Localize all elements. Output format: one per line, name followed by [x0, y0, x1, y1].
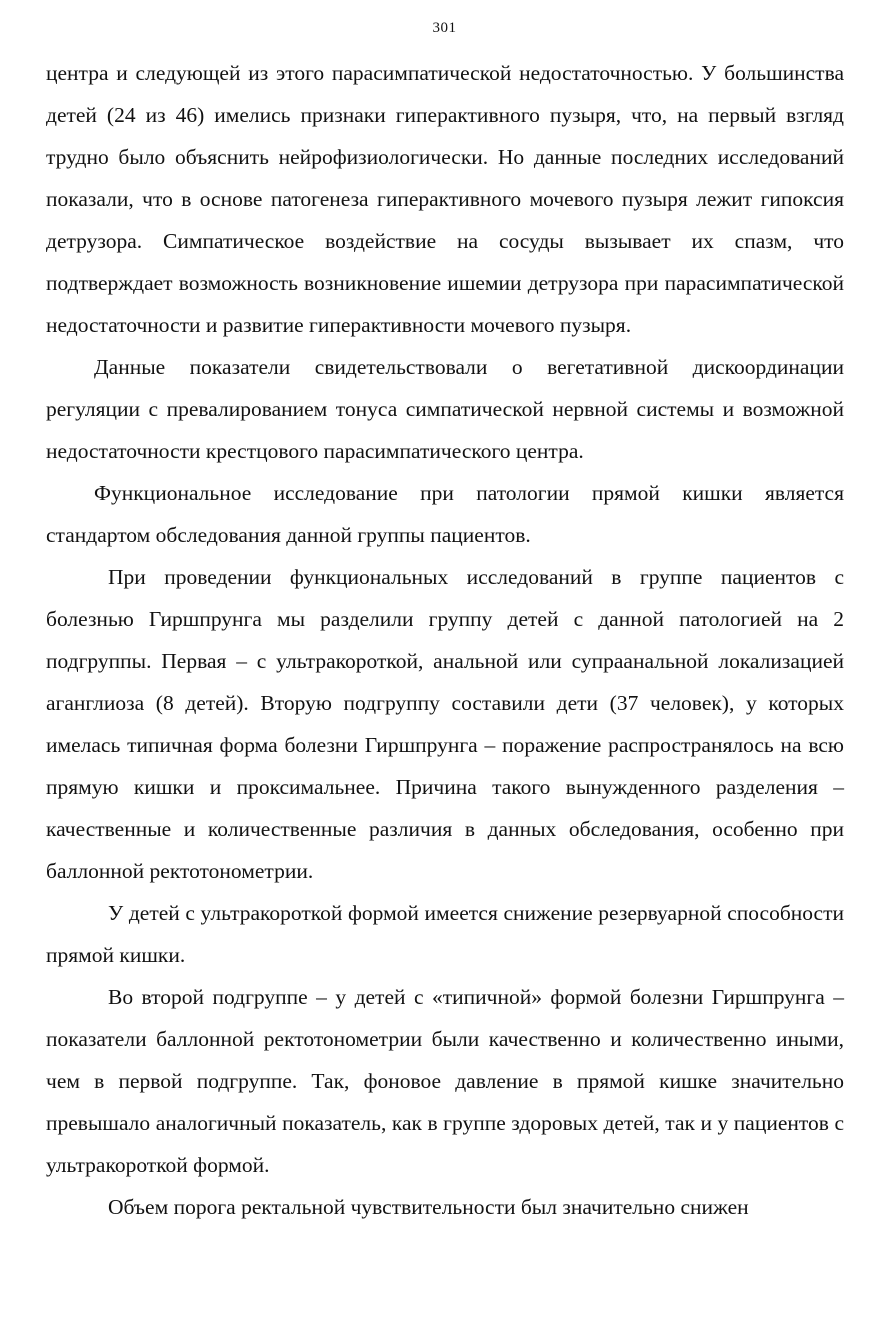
- paragraph-1: центра и следующей из этого парасимпатической недостаточностью. У большинства детей (24 из 46) имелись признаки гиперактивного пузыря, что, на первый взгляд трудно было объяснить нейрофизиологически. Но данные последних исследований показали, что в основе патогенеза гиперактивного мочевого пузыря лежит гипоксия детрузора. Симпатическое воздействие на сосуды вызывает их спазм, что подтверждает возможность возникновение ишемии детрузора при парасимпатической недостаточности и развитие гиперактивности мочевого пузыря.: [46, 61, 844, 337]
- paragraph-6: Во второй подгруппе – у детей с «типичной» формой болезни Гиршпрунга – показатели баллонной ректотонометрии были качественно и количественно иными, чем в первой подгруппе. Так, фоновое давление в прямой кишке значительно превышало аналогичный показатель, как в группе здоровых детей, так и у пациентов с ультракороткой формой.: [46, 985, 844, 1177]
- paragraph-5: У детей с ультракороткой формой имеется снижение резервуарной способности прямой кишки.: [46, 901, 844, 967]
- paragraph-4: При проведении функциональных исследований в группе пациентов с болезнью Гиршпрунга мы разделили группу детей с данной патологией на 2 подгруппы. Первая – с ультракороткой, анальной или супраанальной локализацией аганглиоза (8 детей). Вторую подгруппу составили дети (37 человек), у которых имелась типичная форма болезни Гиршпрунга – поражение распространялось на всю прямую кишки и проксимальнее. Причина такого вынужденного разделения – качественные и количественные различия в данных обследования, особенно при баллонной ректотонометрии.: [46, 565, 844, 883]
- paragraph-2: Данные показатели свидетельствовали о вегетативной дискоординации регуляции с превалированием тонуса симпатической нервной системы и возможной недостаточности крестцового парасимпатического центра.: [46, 355, 844, 463]
- page-body: [46, 52, 844, 1228]
- paragraph-3: Функциональное исследование при патологии прямой кишки является стандартом обследования данной группы пациентов.: [46, 481, 844, 547]
- paragraph-7: Объем порога ректальной чувствительности был значительно снижен: [108, 1195, 749, 1219]
- page-number: 301: [432, 20, 457, 36]
